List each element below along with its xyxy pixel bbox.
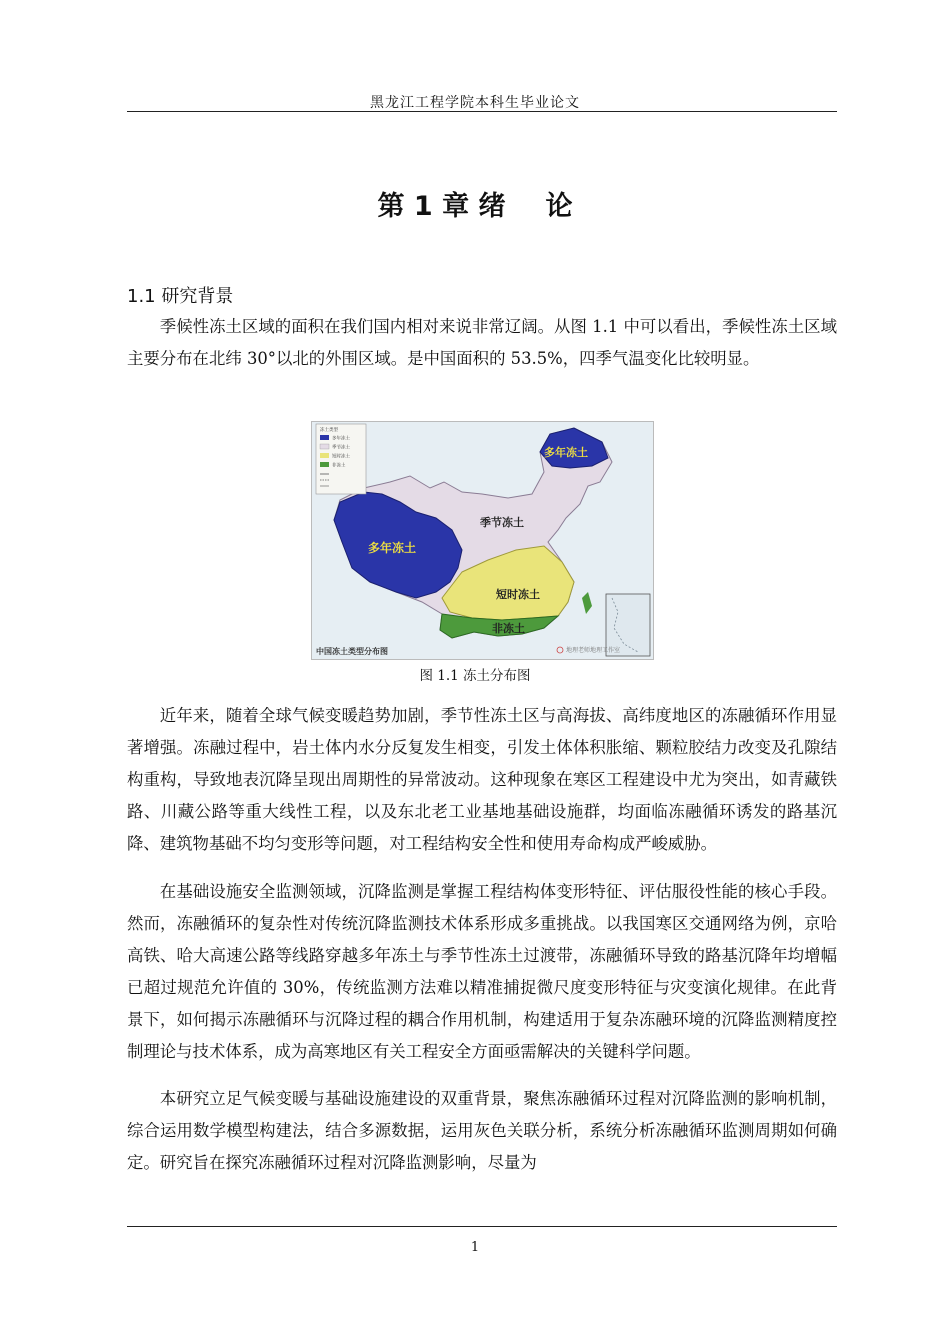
legend-swatch-non [320, 462, 329, 467]
body-paragraph-4: 本研究立足气候变暖与基础设施建设的双重背景，聚焦冻融循环过程对沉降监测的影响机制，综合运用数学模型构建法，结合多源数据，运用灰色关联分析，系统分析冻融循环监测周期如何确定。研究旨在探究冻融循环过程对沉降监测影响，尽量为 [127, 1089, 837, 1172]
label-seasonal: 季节冻土 [480, 516, 524, 529]
body-paragraph-3: 在基础设施安全监测领域，沉降监测是掌握工程结构体变形特征、评估服役性能的核心手段。然而，冻融循环的复杂性对传统沉降监测技术体系形成多重挑战。以我国寒区交通网络为例，京哈高铁、哈大高速公路等线路穿越多年冻土与季节性冻土过渡带，冻融循环导致的路基沉降年均增幅已超过规范允许值的 30%，传统监测方法难以精准捕捉微尺度变形特征与灾变演化规律。在此背景下，如何揭示冻融循环与沉降过程的耦合作用机制，构建适用于复杂冻融环境的沉降监测精度控制理论与技术体系，成为高寒地区有关工程安全方面亟需解决的关键科学问题。 [127, 882, 837, 1061]
figure-caption: 图 1.1 冻土分布图 [419, 668, 531, 684]
label-permafrost-ne: 多年冻土 [544, 446, 588, 459]
legend-label-short: 短时冻土 [332, 454, 350, 460]
legend-label-permafrost: 多年冻土 [332, 436, 350, 442]
chapter-title [0, 184, 950, 223]
header-divider [127, 111, 837, 112]
watermark-text: 地理老师地理工作室 [566, 647, 621, 654]
legend-swatch-seasonal [320, 444, 329, 449]
running-header: 黑龙江工程学院本科生毕业论文 [370, 95, 580, 111]
chapter-title-left: 第 1 章 绪 [377, 191, 506, 222]
section-heading: 1.1 研究背景 [127, 286, 234, 307]
legend-label-seasonal: 季节冻土 [332, 445, 350, 451]
permafrost-map [312, 422, 653, 659]
legend-title: 冻土类型 [320, 428, 338, 433]
label-non-frozen: 非冻土 [492, 622, 525, 635]
footer-divider [127, 1226, 837, 1227]
label-permafrost-w: 多年冻土 [368, 541, 417, 555]
permafrost-map-figure [311, 421, 654, 660]
page-number: 1 [470, 1240, 480, 1255]
legend-swatch-short [320, 453, 329, 458]
body-paragraph-2: 近年来，随着全球气候变暖趋势加剧，季节性冻土区与高海拔、高纬度地区的冻融循环作用显著增强。冻融过程中，岩土体内水分反复发生相变，引发土体体积胀缩、颗粒胶结力改变及孔隙结构重构，导致地表沉降呈现出周期性的异常波动。这种现象在寒区工程建设中尤为突出，如青藏铁路、川藏公路等重大线性工程，以及东北老工业基地基础设施群，均面临冻融循环诱发的路基沉降、建筑物基础不均匀变形等问题，对工程结构安全性和使用寿命构成严峻威胁。 [127, 706, 837, 853]
label-short-term: 短时冻土 [496, 588, 540, 601]
chapter-title-right: 论 [545, 191, 573, 222]
map-title: 中国冻土类型分布图 [316, 647, 388, 656]
legend-label-non: 非冻土 [332, 463, 346, 469]
legend-swatch-permafrost [320, 435, 329, 440]
body-paragraph-1: 季候性冻土区域的面积在我们国内相对来说非常辽阔。从图 1.1 中可以看出，季候性冻土区域主要分布在北纬 30°以北的外围区域。是中国面积的 53.5%，四季气温变化比较明显。 [127, 317, 837, 368]
